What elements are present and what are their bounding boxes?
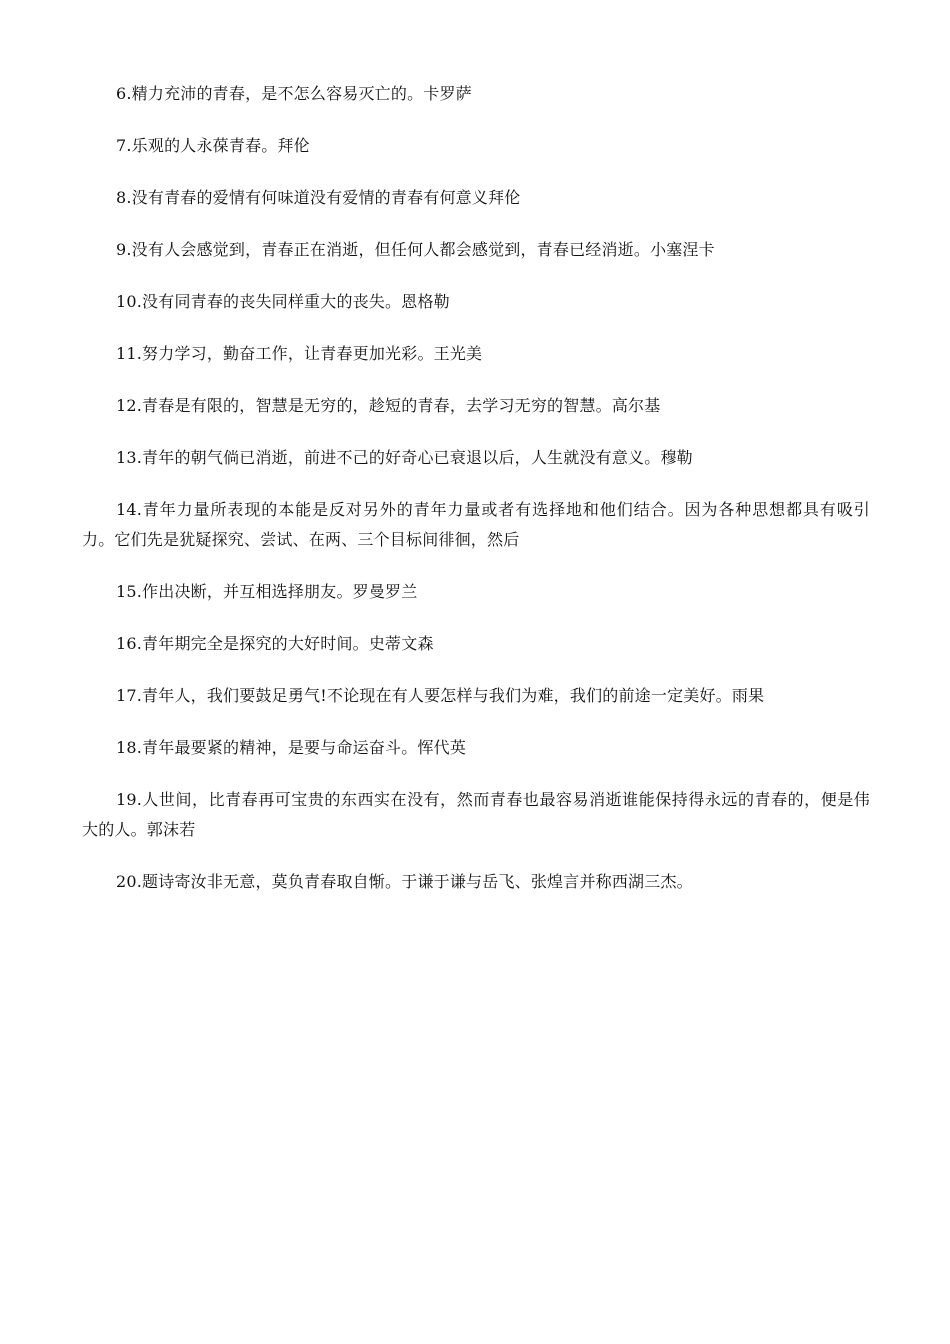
quote-paragraph-20: 20.题诗寄汝非无意，莫负青春取自惭。于谦于谦与岳飞、张煌言并称西湖三杰。 <box>116 872 693 891</box>
quote-paragraph-8: 8.没有青春的爱情有何味道没有爱情的青春有何意义拜伦 <box>116 188 521 207</box>
quote-paragraph-19: 19.人世间，比青春再可宝贵的东西实在没有，然而青春也最容易消逝谁能保持得永远的青春的，便是伟大的人。郭沫若 <box>82 790 870 839</box>
quote-paragraph-10: 10.没有同青春的丧失同样重大的丧失。恩格勒 <box>116 292 450 311</box>
quote-paragraph-11: 11.努力学习，勤奋工作，让青春更加光彩。王光美 <box>116 344 483 363</box>
quote-paragraph-6: 6.精力充沛的青春，是不怎么容易灭亡的。卡罗萨 <box>116 84 472 103</box>
quote-paragraph-12: 12.青春是有限的，智慧是无穷的，趁短的青春，去学习无穷的智慧。高尔基 <box>116 396 661 415</box>
quote-paragraph-13: 13.青年的朝气倘已消逝，前进不己的好奇心已衰退以后，人生就没有意义。穆勒 <box>116 448 693 467</box>
quote-paragraph-7: 7.乐观的人永葆青春。拜伦 <box>116 136 310 155</box>
quote-paragraph-15: 15.作出决断，并互相选择朋友。罗曼罗兰 <box>116 582 418 601</box>
quote-paragraph-9: 9.没有人会感觉到，青春正在消逝，但任何人都会感觉到，青春已经消逝。小塞涅卡 <box>116 240 715 259</box>
document-page <box>82 79 870 919</box>
quote-paragraph-16: 16.青年期完全是探究的大好时间。史蒂文森 <box>116 634 434 653</box>
quote-paragraph-17: 17.青年人，我们要鼓足勇气!不论现在有人要怎样与我们为难，我们的前途一定美好。雨果 <box>116 686 765 705</box>
quote-paragraph-18: 18.青年最要紧的精神，是要与命运奋斗。恽代英 <box>116 738 467 757</box>
quote-paragraph-14: 14.青年力量所表现的本能是反对另外的青年力量或者有选择地和他们结合。因为各种思想都具有吸引力。它们先是犹疑探究、尝试、在两、三个目标间徘徊，然后 <box>82 500 870 549</box>
